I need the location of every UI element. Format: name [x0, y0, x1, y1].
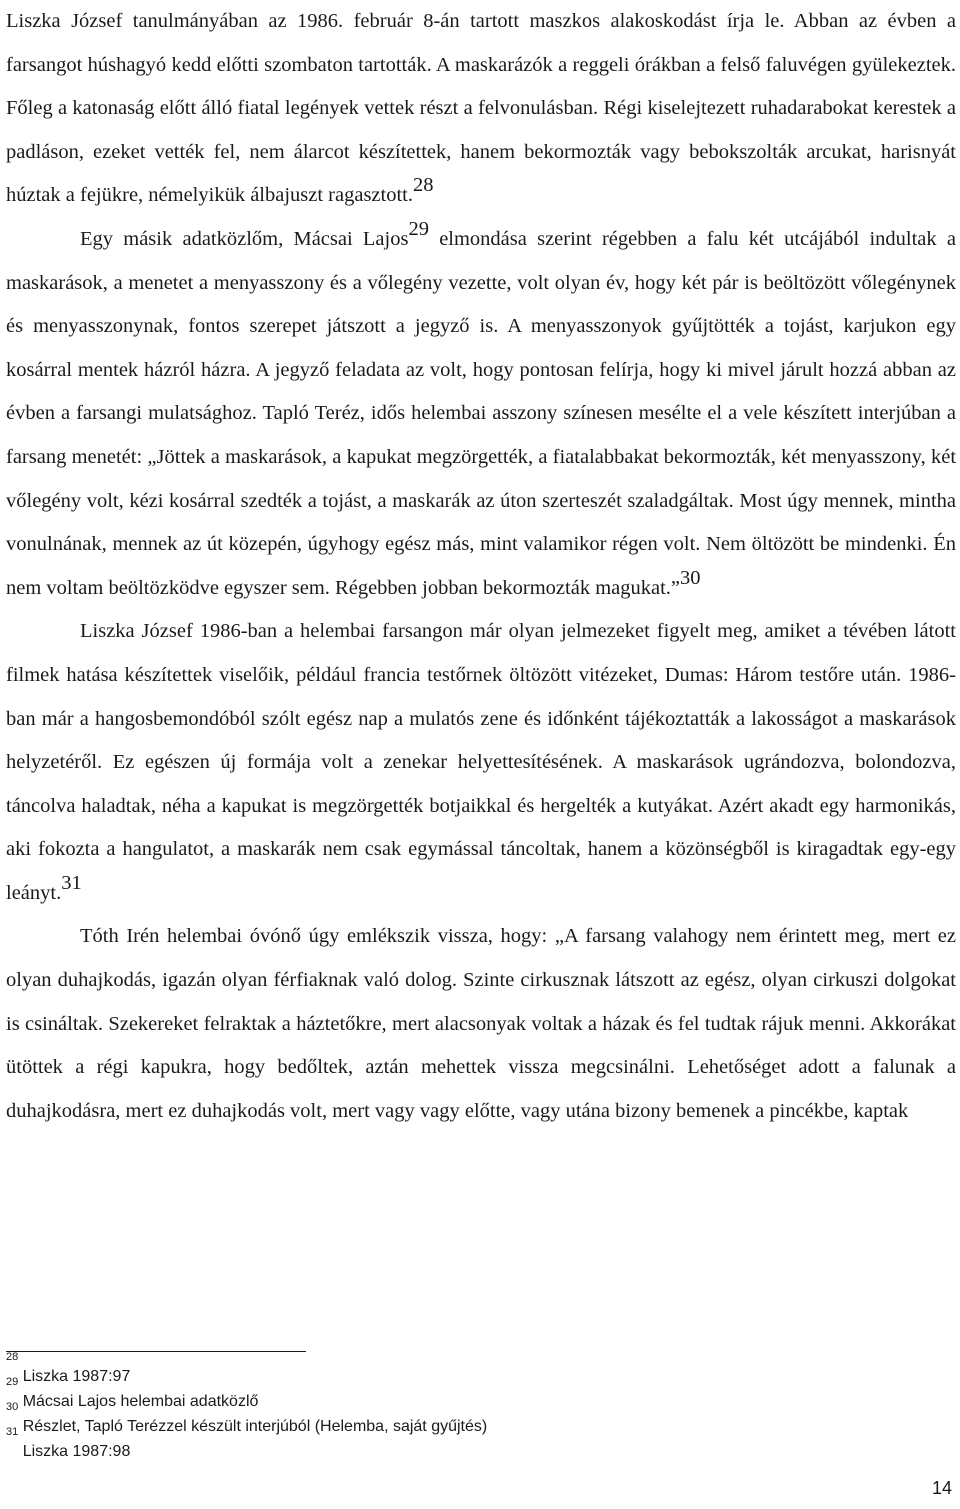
paragraph-4 — [6, 915, 956, 1133]
paragraph-2-text-a: Egy másik adatközlőm, Mácsai Lajos — [80, 227, 409, 250]
quote-4: menyasszony, — [806, 445, 931, 468]
paragraph-4-k: mert ez — [120, 1099, 192, 1122]
footnote-ref-29[interactable]: 29 — [408, 217, 429, 240]
paragraph-4-b: érintett meg, mert ez olyan duhajkodás, igazán olyan férfiaknak való — [6, 925, 956, 992]
quote-6: a — [371, 489, 393, 512]
footnote-text: Liszka 1987:98 — [22, 1443, 131, 1460]
paragraph-4-n: vagy előtte, vagy utána bizony bemenek a pincékbe, kaptak — [419, 1099, 909, 1122]
paragraph-4-c: dolog. Szinte cirkusznak — [399, 969, 616, 992]
footnote-text: Részlet, Tapló Terézzel készült interjúból (Helemba, saját gyűjtés) — [22, 1418, 488, 1435]
paragraph-4-j: Lehetőséget adott a falunak a duhajkodásra, — [6, 1056, 956, 1122]
paragraph-2 — [6, 218, 956, 610]
footnote-number: 29 — [6, 1376, 19, 1388]
quote-7: maskarák az úton szerteszét szaladgáltak. Most úgy mennek, mintha vonulnának, mennek az út közepén, úgyhogy egész más, mint valamikor régen volt. Nem öltözött be mindenki. Én nem voltam beöltözködve egyszer sem. Régebben jobban bekormozták magukat.” — [6, 489, 956, 599]
paragraph-4-m: mert vagy — [327, 1099, 420, 1122]
paragraph-2-text-b: elmondása szerint régebben a falu két utcájából indultak a maskarások, a menetet a menyasszony és a vőlegény vezette, volt olyan év, hogy két pár is beöltözött vőlegénynek és menyasszonynak, fontos szerepet játszott a jegyző is. A menyasszonyok gyűjtötték a tojást, karjukon egy kosárral mentek házról házra. A jegyző feladata az volt, hogy pontosan felírja, hogy ki mivel járult hozzá abban az évben a farsangi mulatsághoz. Tapló Teréz, idős helembai asszony színesen mesélte el a vele készített interjúban a farsang menetét: — [6, 227, 956, 468]
quote-3: bekormozták, két — [663, 445, 807, 468]
footnote-number: 28 — [6, 1351, 19, 1363]
paragraph-4-d: látszott az egész, — [615, 969, 756, 992]
paragraph-3 — [6, 610, 956, 915]
footnote-ref-28[interactable]: 28 — [413, 174, 434, 197]
page-number: 14 — [931, 1478, 952, 1498]
footnote-28 — [6, 1351, 946, 1389]
footnote-ref-30[interactable]: 30 — [680, 566, 701, 589]
paragraph-4-a: Tóth Irén helembai óvónő úgy emlékszik vissza, hogy: „A farsang valahogy nem — [80, 925, 779, 948]
body-text — [6, 0, 956, 1133]
quote-1: „Jöttek a maskarások, a kapukat megzörgették — [147, 445, 528, 468]
footnote-number: 30 — [6, 1401, 19, 1413]
footnotes — [6, 1351, 946, 1464]
footnote-number: 31 — [6, 1426, 19, 1438]
quote-2: , a fiatalabbakat — [527, 445, 664, 468]
paragraph-4-f: cirkuszi dolgokat is csináltak. Szekereket felraktak a háztetőkre, mert alacsonyak voltak a házak és fel — [6, 969, 957, 1035]
paragraph-4-l: duhajkodás volt, — [191, 1099, 328, 1122]
quote-5: két vőlegény volt, kézi kosárral szedték a tojást, — [6, 445, 957, 512]
footnote-text: Mácsai Lajos helembai adatközlő — [22, 1393, 259, 1410]
paragraph-4-h: rájuk menni. Akkorákat ütöttek a régi kapukra, hogy bedőltek, aztán mehettek vissza — [6, 1012, 956, 1079]
paragraph-4-i: megcsinálni. — [558, 1056, 688, 1079]
paragraph-4-e: olyan — [755, 969, 814, 992]
paragraph-1 — [6, 0, 956, 218]
footnote-ref-31[interactable]: 31 — [61, 871, 82, 894]
paragraph-3-text: Liszka József 1986-ban a helembai farsangon már olyan jelmezeket figyelt meg, amiket a tévében látott filmek hatása készítettek viselőik, például francia testőrnek öltözött vitézeket, Dumas: Három testőre után. 1986-ban már a hangosbemondóból szólt egész nap a mulatós zene és időnként tájékoztatták a lakosságot a maskarások helyzetéről. Ez egészen új formája volt a zenekar helyettesítésének. A maskarások ugrándozva, bolondozva, táncolva haladtak, néha a kapukat is megzörgették botjaikkal és hergelték a kutyákat. Azért akadt egy harmonikás, aki fokozta a hangulatot, a maskarák nem csak egymással táncoltak, hanem a közönségből is kiragadtak egy-egy leányt. — [6, 620, 956, 904]
paragraph-4-g: tudtak — [699, 1012, 762, 1035]
footnote-text: Liszka 1987:97 — [22, 1368, 131, 1385]
footnote-separator — [6, 1351, 306, 1352]
paragraph-1-text: Liszka József tanulmányában az 1986. február 8-án tartott maszkos alakoskodást írja le. Abban az évben a farsangot húshagyó kedd előtti szombaton tartották. A maskarázók a reggeli órákban a felső faluvégen gyülekeztek. Főleg a katonaság előtt álló fiatal legények vettek részt a felvonulásban. Régi kiselejtezett ruhadarabokat kerestek a padláson, ezeket vették fel, nem álarcot készítettek, hanem bekormozták vagy bebokszolták arcukat, harisnyát húztak a fejükre, némelyikük álbajuszt ragasztott. — [6, 10, 956, 207]
